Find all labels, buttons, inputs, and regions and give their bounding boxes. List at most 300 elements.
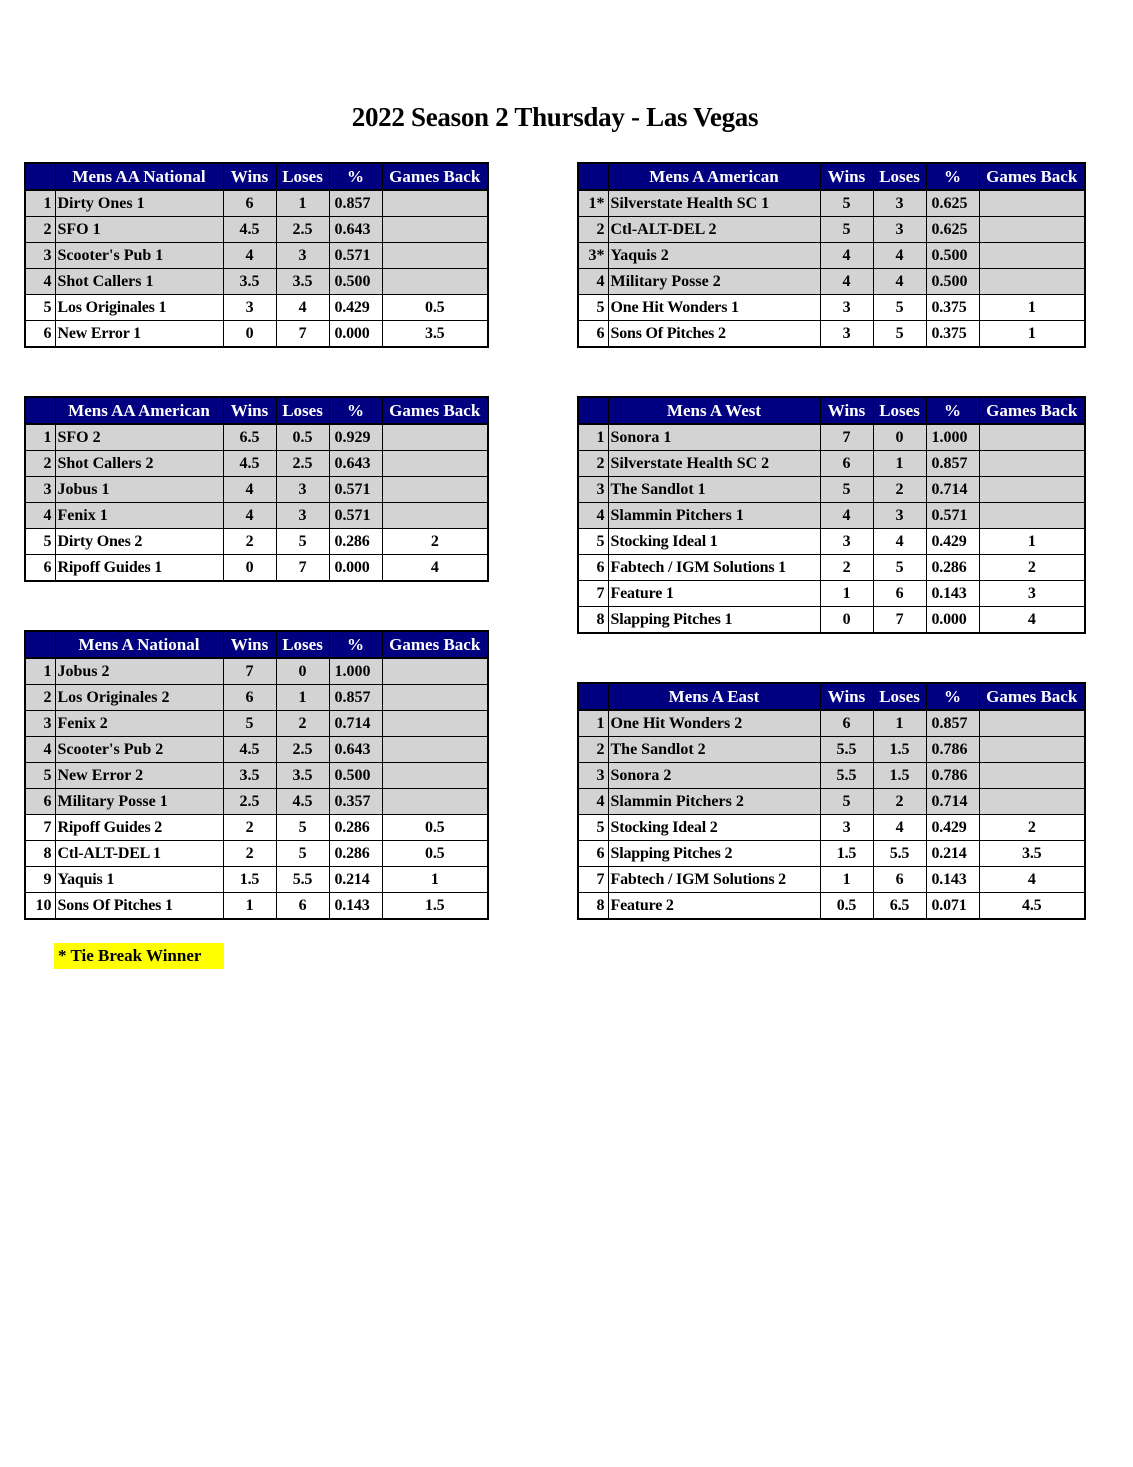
pct-cell: 0.143 bbox=[926, 581, 979, 607]
table-row bbox=[578, 893, 1085, 920]
wins-cell: 4.5 bbox=[223, 451, 276, 477]
team-name-cell: Slammin Pitchers 1 bbox=[608, 503, 820, 529]
table-row bbox=[578, 710, 1085, 737]
loses-cell: 2.5 bbox=[276, 217, 329, 243]
loses-header: Loses bbox=[873, 163, 926, 190]
games-back-cell bbox=[382, 477, 488, 503]
table-row bbox=[578, 269, 1085, 295]
pct-cell: 0.500 bbox=[926, 243, 979, 269]
loses-header: Loses bbox=[873, 683, 926, 710]
wins-cell: 7 bbox=[223, 658, 276, 685]
table-row bbox=[25, 529, 488, 555]
games-back-cell bbox=[979, 217, 1085, 243]
games-back-cell: 3 bbox=[979, 581, 1085, 607]
pct-cell: 0.571 bbox=[329, 477, 382, 503]
team-name-cell: Fenix 1 bbox=[55, 503, 223, 529]
pct-cell: 0.500 bbox=[329, 269, 382, 295]
loses-cell: 7 bbox=[276, 555, 329, 582]
loses-cell: 2.5 bbox=[276, 737, 329, 763]
table-row bbox=[25, 555, 488, 582]
team-name-cell: Feature 1 bbox=[608, 581, 820, 607]
table-row bbox=[578, 607, 1085, 634]
wins-cell: 3 bbox=[223, 295, 276, 321]
games-back-cell bbox=[382, 503, 488, 529]
loses-cell: 6 bbox=[873, 867, 926, 893]
games-back-cell bbox=[382, 737, 488, 763]
loses-cell: 3 bbox=[276, 477, 329, 503]
table-header-row bbox=[25, 163, 488, 190]
pct-header: % bbox=[926, 683, 979, 710]
team-name-cell: Stocking Ideal 2 bbox=[608, 815, 820, 841]
pct-cell: 0.143 bbox=[926, 867, 979, 893]
table-row bbox=[25, 503, 488, 529]
wins-cell: 5 bbox=[820, 789, 873, 815]
loses-cell: 4 bbox=[873, 815, 926, 841]
games-back-cell bbox=[979, 477, 1085, 503]
table-row bbox=[25, 815, 488, 841]
pct-cell: 0.857 bbox=[329, 190, 382, 217]
tie-break-note: * Tie Break Winner bbox=[54, 943, 224, 969]
games-back-cell: 3.5 bbox=[979, 841, 1085, 867]
games-back-header: Games Back bbox=[979, 683, 1085, 710]
table-row bbox=[578, 529, 1085, 555]
table-row bbox=[25, 658, 488, 685]
team-name-cell: Shot Callers 2 bbox=[55, 451, 223, 477]
team-name-cell: Sonora 1 bbox=[608, 424, 820, 451]
table-header-row bbox=[25, 631, 488, 658]
wins-cell: 5 bbox=[820, 217, 873, 243]
standings-table-mens-aa-american bbox=[24, 396, 489, 582]
wins-cell: 1 bbox=[820, 867, 873, 893]
wins-cell: 3 bbox=[820, 529, 873, 555]
loses-cell: 5 bbox=[276, 841, 329, 867]
wins-cell: 0 bbox=[223, 555, 276, 582]
pct-cell: 0.857 bbox=[926, 451, 979, 477]
games-back-cell: 2 bbox=[382, 529, 488, 555]
games-back-cell: 1 bbox=[979, 529, 1085, 555]
pct-cell: 0.071 bbox=[926, 893, 979, 920]
team-name-cell: Feature 2 bbox=[608, 893, 820, 920]
pct-cell: 0.643 bbox=[329, 737, 382, 763]
rank-cell: 6 bbox=[578, 841, 608, 867]
rank-cell: 2 bbox=[578, 217, 608, 243]
loses-cell: 3 bbox=[873, 503, 926, 529]
team-name-cell: Military Posse 2 bbox=[608, 269, 820, 295]
pct-cell: 0.375 bbox=[926, 295, 979, 321]
pct-cell: 0.286 bbox=[926, 555, 979, 581]
pct-cell: 0.143 bbox=[329, 893, 382, 920]
rank-header bbox=[578, 683, 608, 710]
team-name-cell: Military Posse 1 bbox=[55, 789, 223, 815]
table-header-row bbox=[578, 683, 1085, 710]
games-back-cell: 2 bbox=[979, 555, 1085, 581]
loses-cell: 3.5 bbox=[276, 763, 329, 789]
wins-cell: 3 bbox=[820, 815, 873, 841]
pct-cell: 0.429 bbox=[926, 529, 979, 555]
pct-header: % bbox=[329, 397, 382, 424]
wins-cell: 2.5 bbox=[223, 789, 276, 815]
standings-table-mens-a-west bbox=[577, 396, 1086, 634]
games-back-cell bbox=[979, 763, 1085, 789]
team-name-cell: New Error 1 bbox=[55, 321, 223, 348]
rank-cell: 4 bbox=[578, 789, 608, 815]
games-back-cell bbox=[979, 190, 1085, 217]
rank-cell: 5 bbox=[25, 529, 55, 555]
loses-cell: 7 bbox=[276, 321, 329, 348]
loses-cell: 2 bbox=[873, 789, 926, 815]
rank-cell: 3* bbox=[578, 243, 608, 269]
wins-cell: 5 bbox=[820, 477, 873, 503]
table-header-row bbox=[578, 163, 1085, 190]
loses-cell: 6 bbox=[276, 893, 329, 920]
games-back-cell: 0.5 bbox=[382, 841, 488, 867]
games-back-cell: 4 bbox=[979, 867, 1085, 893]
wins-header: Wins bbox=[223, 163, 276, 190]
wins-cell: 5 bbox=[820, 190, 873, 217]
wins-cell: 5.5 bbox=[820, 763, 873, 789]
team-name-cell: New Error 2 bbox=[55, 763, 223, 789]
games-back-cell bbox=[979, 710, 1085, 737]
loses-cell: 4.5 bbox=[276, 789, 329, 815]
rank-header bbox=[25, 631, 55, 658]
wins-cell: 0 bbox=[820, 607, 873, 634]
rank-cell: 6 bbox=[578, 321, 608, 348]
pct-cell: 0.571 bbox=[329, 243, 382, 269]
games-back-cell bbox=[979, 789, 1085, 815]
loses-cell: 5.5 bbox=[276, 867, 329, 893]
table-row bbox=[578, 295, 1085, 321]
pct-header: % bbox=[926, 163, 979, 190]
wins-cell: 4 bbox=[820, 503, 873, 529]
games-back-cell: 4 bbox=[382, 555, 488, 582]
rank-cell: 3 bbox=[578, 477, 608, 503]
wins-header: Wins bbox=[820, 683, 873, 710]
division-name-header: Mens A American bbox=[608, 163, 820, 190]
table-row bbox=[578, 815, 1085, 841]
team-name-cell: Dirty Ones 1 bbox=[55, 190, 223, 217]
pct-cell: 0.286 bbox=[329, 841, 382, 867]
games-back-cell bbox=[382, 658, 488, 685]
games-back-cell: 1 bbox=[382, 867, 488, 893]
team-name-cell: SFO 2 bbox=[55, 424, 223, 451]
wins-cell: 1.5 bbox=[223, 867, 276, 893]
games-back-cell: 4 bbox=[979, 607, 1085, 634]
wins-header: Wins bbox=[820, 163, 873, 190]
pct-cell: 1.000 bbox=[926, 424, 979, 451]
table-row bbox=[578, 190, 1085, 217]
pct-cell: 0.571 bbox=[926, 503, 979, 529]
team-name-cell: Scooter's Pub 2 bbox=[55, 737, 223, 763]
rank-cell: 2 bbox=[25, 685, 55, 711]
table-row bbox=[25, 893, 488, 920]
pct-cell: 0.857 bbox=[926, 710, 979, 737]
standings-table-mens-aa-national bbox=[24, 162, 489, 348]
team-name-cell: One Hit Wonders 2 bbox=[608, 710, 820, 737]
loses-cell: 4 bbox=[873, 269, 926, 295]
wins-cell: 2 bbox=[223, 841, 276, 867]
loses-header: Loses bbox=[276, 397, 329, 424]
loses-cell: 2 bbox=[873, 477, 926, 503]
games-back-cell: 1 bbox=[979, 321, 1085, 348]
wins-cell: 4 bbox=[223, 503, 276, 529]
games-back-header: Games Back bbox=[382, 631, 488, 658]
division-name-header: Mens AA National bbox=[55, 163, 223, 190]
table-row bbox=[578, 424, 1085, 451]
pct-cell: 0.714 bbox=[926, 789, 979, 815]
table-row bbox=[578, 789, 1085, 815]
loses-cell: 4 bbox=[873, 529, 926, 555]
pct-header: % bbox=[926, 397, 979, 424]
pct-cell: 0.000 bbox=[329, 555, 382, 582]
table-row bbox=[25, 190, 488, 217]
loses-cell: 5 bbox=[873, 295, 926, 321]
team-name-cell: The Sandlot 2 bbox=[608, 737, 820, 763]
rank-cell: 5 bbox=[578, 295, 608, 321]
pct-cell: 0.714 bbox=[329, 711, 382, 737]
pct-cell: 0.643 bbox=[329, 451, 382, 477]
rank-cell: 1 bbox=[25, 658, 55, 685]
rank-cell: 3 bbox=[578, 763, 608, 789]
rank-cell: 1 bbox=[25, 424, 55, 451]
wins-cell: 2 bbox=[223, 815, 276, 841]
team-name-cell: Ripoff Guides 2 bbox=[55, 815, 223, 841]
loses-cell: 1.5 bbox=[873, 763, 926, 789]
rank-cell: 6 bbox=[25, 321, 55, 348]
rank-cell: 4 bbox=[25, 503, 55, 529]
loses-cell: 2 bbox=[276, 711, 329, 737]
games-back-cell bbox=[979, 451, 1085, 477]
rank-cell: 6 bbox=[25, 789, 55, 815]
table-row bbox=[578, 555, 1085, 581]
loses-cell: 1 bbox=[276, 190, 329, 217]
pct-cell: 0.786 bbox=[926, 737, 979, 763]
table-row bbox=[25, 711, 488, 737]
wins-cell: 0.5 bbox=[820, 893, 873, 920]
rank-cell: 1 bbox=[578, 424, 608, 451]
table-row bbox=[25, 243, 488, 269]
table-header-row bbox=[578, 397, 1085, 424]
table-row bbox=[578, 867, 1085, 893]
pct-cell: 0.375 bbox=[926, 321, 979, 348]
rank-cell: 2 bbox=[25, 217, 55, 243]
team-name-cell: The Sandlot 1 bbox=[608, 477, 820, 503]
wins-cell: 4 bbox=[820, 243, 873, 269]
games-back-cell bbox=[382, 451, 488, 477]
loses-cell: 0 bbox=[276, 658, 329, 685]
team-name-cell: Ripoff Guides 1 bbox=[55, 555, 223, 582]
rank-cell: 4 bbox=[578, 269, 608, 295]
pct-cell: 0.357 bbox=[329, 789, 382, 815]
loses-cell: 6 bbox=[873, 581, 926, 607]
rank-cell: 6 bbox=[25, 555, 55, 582]
pct-cell: 0.500 bbox=[926, 269, 979, 295]
loses-header: Loses bbox=[276, 163, 329, 190]
rank-cell: 2 bbox=[25, 451, 55, 477]
rank-cell: 7 bbox=[578, 581, 608, 607]
rank-cell: 5 bbox=[578, 529, 608, 555]
team-name-cell: Jobus 1 bbox=[55, 477, 223, 503]
wins-cell: 4 bbox=[820, 269, 873, 295]
loses-cell: 0.5 bbox=[276, 424, 329, 451]
games-back-cell bbox=[382, 711, 488, 737]
team-name-cell: One Hit Wonders 1 bbox=[608, 295, 820, 321]
table-row bbox=[25, 841, 488, 867]
team-name-cell: Sonora 2 bbox=[608, 763, 820, 789]
team-name-cell: Silverstate Health SC 1 bbox=[608, 190, 820, 217]
table-row bbox=[578, 217, 1085, 243]
loses-cell: 5.5 bbox=[873, 841, 926, 867]
team-name-cell: Slammin Pitchers 2 bbox=[608, 789, 820, 815]
wins-cell: 6.5 bbox=[223, 424, 276, 451]
table-row bbox=[25, 789, 488, 815]
wins-cell: 3.5 bbox=[223, 269, 276, 295]
table-header-row bbox=[25, 397, 488, 424]
loses-cell: 6.5 bbox=[873, 893, 926, 920]
team-name-cell: Jobus 2 bbox=[55, 658, 223, 685]
pct-cell: 0.286 bbox=[329, 529, 382, 555]
loses-cell: 3 bbox=[276, 243, 329, 269]
games-back-cell: 2 bbox=[979, 815, 1085, 841]
table-row bbox=[25, 424, 488, 451]
wins-cell: 6 bbox=[820, 710, 873, 737]
loses-cell: 3 bbox=[873, 190, 926, 217]
table-row bbox=[578, 581, 1085, 607]
games-back-cell: 4.5 bbox=[979, 893, 1085, 920]
loses-cell: 1.5 bbox=[873, 737, 926, 763]
rank-cell: 8 bbox=[578, 607, 608, 634]
pct-cell: 0.571 bbox=[329, 503, 382, 529]
team-name-cell: Yaquis 1 bbox=[55, 867, 223, 893]
loses-cell: 3.5 bbox=[276, 269, 329, 295]
team-name-cell: Ctl-ALT-DEL 1 bbox=[55, 841, 223, 867]
games-back-cell bbox=[382, 269, 488, 295]
wins-cell: 0 bbox=[223, 321, 276, 348]
table-row bbox=[25, 477, 488, 503]
wins-header: Wins bbox=[223, 397, 276, 424]
table-row bbox=[25, 269, 488, 295]
table-row bbox=[25, 737, 488, 763]
rank-header bbox=[578, 397, 608, 424]
team-name-cell: Slapping Pitches 2 bbox=[608, 841, 820, 867]
games-back-cell: 3.5 bbox=[382, 321, 488, 348]
pct-cell: 0.786 bbox=[926, 763, 979, 789]
games-back-cell: 0.5 bbox=[382, 815, 488, 841]
games-back-cell bbox=[382, 685, 488, 711]
division-name-header: Mens A East bbox=[608, 683, 820, 710]
team-name-cell: Fabtech / IGM Solutions 1 bbox=[608, 555, 820, 581]
page-title: 2022 Season 2 Thursday - Las Vegas bbox=[351, 102, 759, 132]
wins-cell: 6 bbox=[223, 685, 276, 711]
games-back-header: Games Back bbox=[979, 397, 1085, 424]
pct-cell: 0.214 bbox=[329, 867, 382, 893]
loses-cell: 3 bbox=[873, 217, 926, 243]
team-name-cell: Ctl-ALT-DEL 2 bbox=[608, 217, 820, 243]
pct-cell: 0.500 bbox=[329, 763, 382, 789]
wins-cell: 7 bbox=[820, 424, 873, 451]
loses-cell: 0 bbox=[873, 424, 926, 451]
wins-cell: 4 bbox=[223, 477, 276, 503]
table-row bbox=[25, 685, 488, 711]
loses-cell: 1 bbox=[873, 451, 926, 477]
wins-cell: 3 bbox=[820, 295, 873, 321]
table-row bbox=[578, 477, 1085, 503]
games-back-cell: 1.5 bbox=[382, 893, 488, 920]
loses-cell: 1 bbox=[276, 685, 329, 711]
standings-table-mens-a-national bbox=[24, 630, 489, 920]
loses-cell: 1 bbox=[873, 710, 926, 737]
games-back-cell bbox=[382, 243, 488, 269]
wins-header: Wins bbox=[820, 397, 873, 424]
team-name-cell: Scooter's Pub 1 bbox=[55, 243, 223, 269]
games-back-cell bbox=[979, 737, 1085, 763]
games-back-cell bbox=[979, 424, 1085, 451]
rank-header bbox=[25, 163, 55, 190]
loses-cell: 5 bbox=[873, 321, 926, 348]
rank-cell: 2 bbox=[578, 451, 608, 477]
pct-cell: 0.643 bbox=[329, 217, 382, 243]
table-row bbox=[25, 295, 488, 321]
rank-cell: 2 bbox=[578, 737, 608, 763]
team-name-cell: SFO 1 bbox=[55, 217, 223, 243]
rank-cell: 7 bbox=[25, 815, 55, 841]
team-name-cell: Sons Of Pitches 1 bbox=[55, 893, 223, 920]
rank-cell: 5 bbox=[578, 815, 608, 841]
wins-cell: 5 bbox=[223, 711, 276, 737]
wins-cell: 1.5 bbox=[820, 841, 873, 867]
games-back-cell bbox=[979, 243, 1085, 269]
wins-cell: 1 bbox=[223, 893, 276, 920]
games-back-cell bbox=[382, 217, 488, 243]
wins-cell: 1 bbox=[820, 581, 873, 607]
rank-cell: 5 bbox=[25, 295, 55, 321]
games-back-cell: 0.5 bbox=[382, 295, 488, 321]
team-name-cell: Yaquis 2 bbox=[608, 243, 820, 269]
rank-cell: 3 bbox=[25, 243, 55, 269]
wins-cell: 4.5 bbox=[223, 737, 276, 763]
table-row bbox=[578, 763, 1085, 789]
loses-cell: 3 bbox=[276, 503, 329, 529]
team-name-cell: Slapping Pitches 1 bbox=[608, 607, 820, 634]
games-back-cell bbox=[979, 503, 1085, 529]
loses-cell: 5 bbox=[276, 815, 329, 841]
pct-cell: 0.429 bbox=[926, 815, 979, 841]
games-back-header: Games Back bbox=[979, 163, 1085, 190]
pct-cell: 0.625 bbox=[926, 190, 979, 217]
pct-header: % bbox=[329, 163, 382, 190]
rank-cell: 6 bbox=[578, 555, 608, 581]
division-name-header: Mens AA American bbox=[55, 397, 223, 424]
loses-cell: 5 bbox=[873, 555, 926, 581]
rank-cell: 3 bbox=[25, 477, 55, 503]
pct-cell: 0.625 bbox=[926, 217, 979, 243]
team-name-cell: Silverstate Health SC 2 bbox=[608, 451, 820, 477]
wins-cell: 2 bbox=[223, 529, 276, 555]
rank-cell: 4 bbox=[578, 503, 608, 529]
table-row bbox=[578, 451, 1085, 477]
rank-header bbox=[578, 163, 608, 190]
rank-header bbox=[25, 397, 55, 424]
loses-cell: 5 bbox=[276, 529, 329, 555]
loses-header: Loses bbox=[873, 397, 926, 424]
pct-cell: 0.857 bbox=[329, 685, 382, 711]
team-name-cell: Dirty Ones 2 bbox=[55, 529, 223, 555]
team-name-cell: Shot Callers 1 bbox=[55, 269, 223, 295]
games-back-cell bbox=[382, 424, 488, 451]
pct-cell: 0.714 bbox=[926, 477, 979, 503]
table-row bbox=[25, 321, 488, 348]
pct-header: % bbox=[329, 631, 382, 658]
pct-cell: 0.214 bbox=[926, 841, 979, 867]
